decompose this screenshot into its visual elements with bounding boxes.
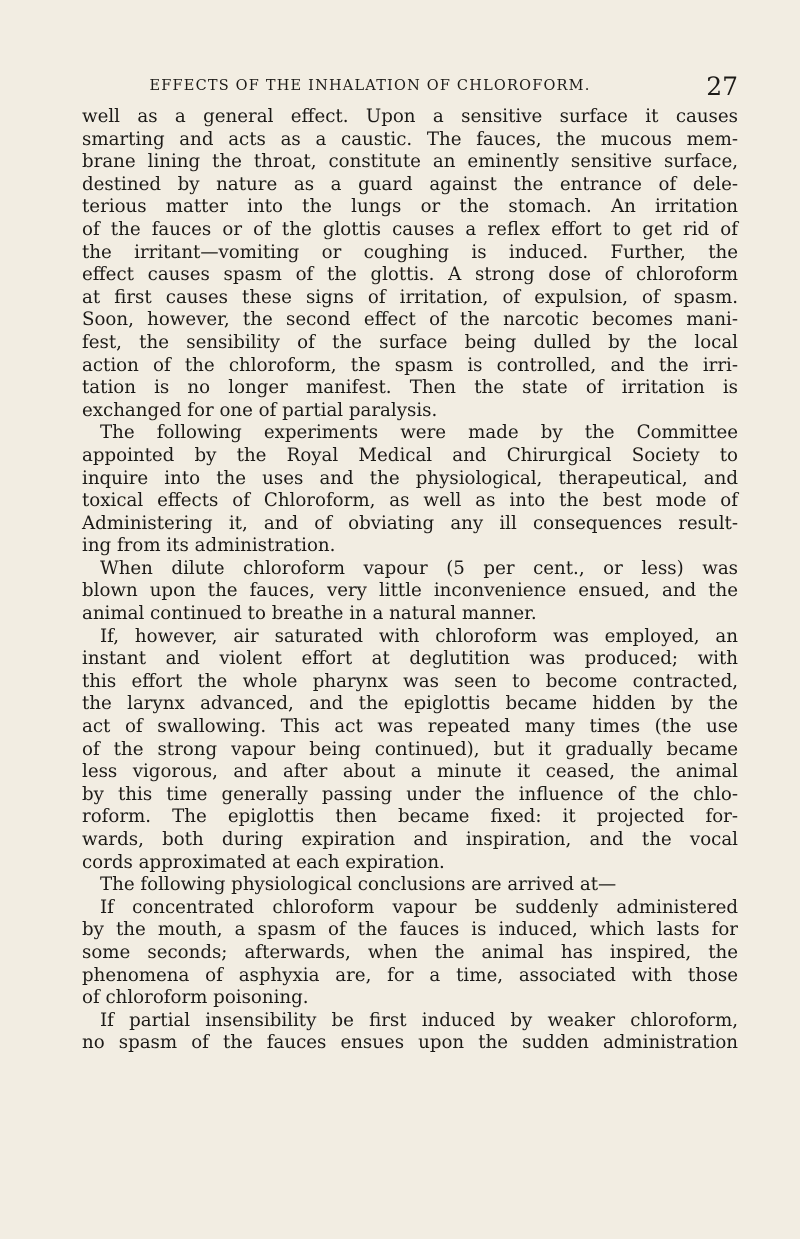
text-line: If concentrated chloroform vapour be suddenly administered	[100, 896, 738, 918]
paragraph	[82, 626, 738, 875]
text-line: smarting and acts as a caustic. The fauces, the mucous mem-	[82, 128, 738, 150]
text-line: act of swallowing. This act was repeated many times (the use	[82, 716, 738, 738]
text-line: action of the chloroform, the spasm is controlled, and the irri-	[82, 354, 738, 376]
text-line: ing from its administration.	[82, 535, 336, 557]
running-head	[70, 72, 738, 102]
paragraph	[82, 558, 738, 626]
text-line: some seconds; afterwards, when the animal has inspired, the	[82, 941, 738, 963]
text-line: by this time generally passing under the influence of the chlo-	[82, 783, 738, 805]
text-line: inquire into the uses and the physiological, therapeutical, and	[82, 467, 738, 489]
paragraph	[82, 897, 738, 1010]
text-line: the irritant—vomiting or coughing is induced. Further, the	[82, 241, 738, 263]
text-line: toxical effects of Chloroform, as well as into the best mode of	[82, 490, 738, 512]
text-line: The following physiological conclusions are arrived at—	[100, 874, 617, 896]
text-line: destined by nature as a guard against the entrance of dele-	[82, 173, 738, 195]
running-title: EFFECTS OF THE INHALATION OF CHLOROFORM.	[149, 78, 591, 94]
text-line: tation is no longer manifest. Then the state of irritation is	[82, 377, 738, 399]
text-line: instant and violent effort at deglutition was produced; with	[82, 648, 738, 670]
paragraph	[82, 422, 738, 558]
text-line: well as a general effect. Upon a sensitive surface it causes	[82, 106, 738, 127]
text-line: of the fauces or of the glottis causes a reflex effort to get rid of	[82, 218, 738, 240]
text-line: at first causes these signs of irritation, of expulsion, of spasm.	[82, 286, 738, 308]
text-line: the larynx advanced, and the epiglottis became hidden by the	[82, 693, 738, 715]
text-line: by the mouth, a spasm of the fauces is induced, which lasts for	[82, 919, 738, 941]
paragraph	[82, 874, 738, 897]
text-line: no spasm of the fauces ensues upon the sudden administration	[82, 1032, 738, 1054]
text-line: When dilute chloroform vapour (5 per cent., or less) was	[100, 557, 738, 579]
text-line: Administering it, and of obviating any ill consequences result-	[82, 512, 738, 534]
paragraph	[82, 1010, 738, 1055]
text-line: of chloroform poisoning.	[82, 987, 309, 1009]
text-line: terious matter into the lungs or the stomach. An irritation	[82, 196, 738, 218]
text-line: appointed by the Royal Medical and Chirurgical Society to	[82, 444, 738, 466]
text-line: Soon, however, the second effect of the narcotic becomes mani-	[82, 309, 738, 331]
text-line: roform. The epiglottis then became fixed: it projected for-	[82, 806, 738, 828]
text-line: fest, the sensibility of the surface being dulled by the local	[82, 331, 738, 353]
text-line: blown upon the fauces, very little inconvenience ensued, and the	[82, 580, 738, 602]
text-line: exchanged for one of partial paralysis.	[82, 399, 438, 421]
body-text	[82, 106, 738, 1055]
text-line: If partial insensibility be first induced by weaker chloroform,	[100, 1009, 738, 1031]
text-line: less vigorous, and after about a minute it ceased, the animal	[82, 761, 738, 783]
page-number: 27	[706, 72, 738, 101]
text-line: cords approximated at each expiration.	[82, 851, 445, 873]
text-line: effect causes spasm of the glottis. A strong dose of chloroform	[82, 264, 738, 286]
text-line: The following experiments were made by the Committee	[100, 422, 738, 444]
text-line: phenomena of asphyxia are, for a time, associated with those	[82, 964, 738, 986]
paragraph	[82, 106, 738, 422]
text-line: If, however, air saturated with chloroform was employed, an	[100, 625, 738, 647]
text-line: this effort the whole pharynx was seen to become contracted,	[82, 670, 738, 692]
text-line: animal continued to breathe in a natural manner.	[82, 603, 537, 625]
text-line: brane lining the throat, constitute an eminently sensitive surface,	[82, 151, 738, 173]
text-line: wards, both during expiration and inspiration, and the vocal	[82, 829, 738, 850]
text-line: of the strong vapour being continued), but it gradually became	[82, 738, 738, 760]
